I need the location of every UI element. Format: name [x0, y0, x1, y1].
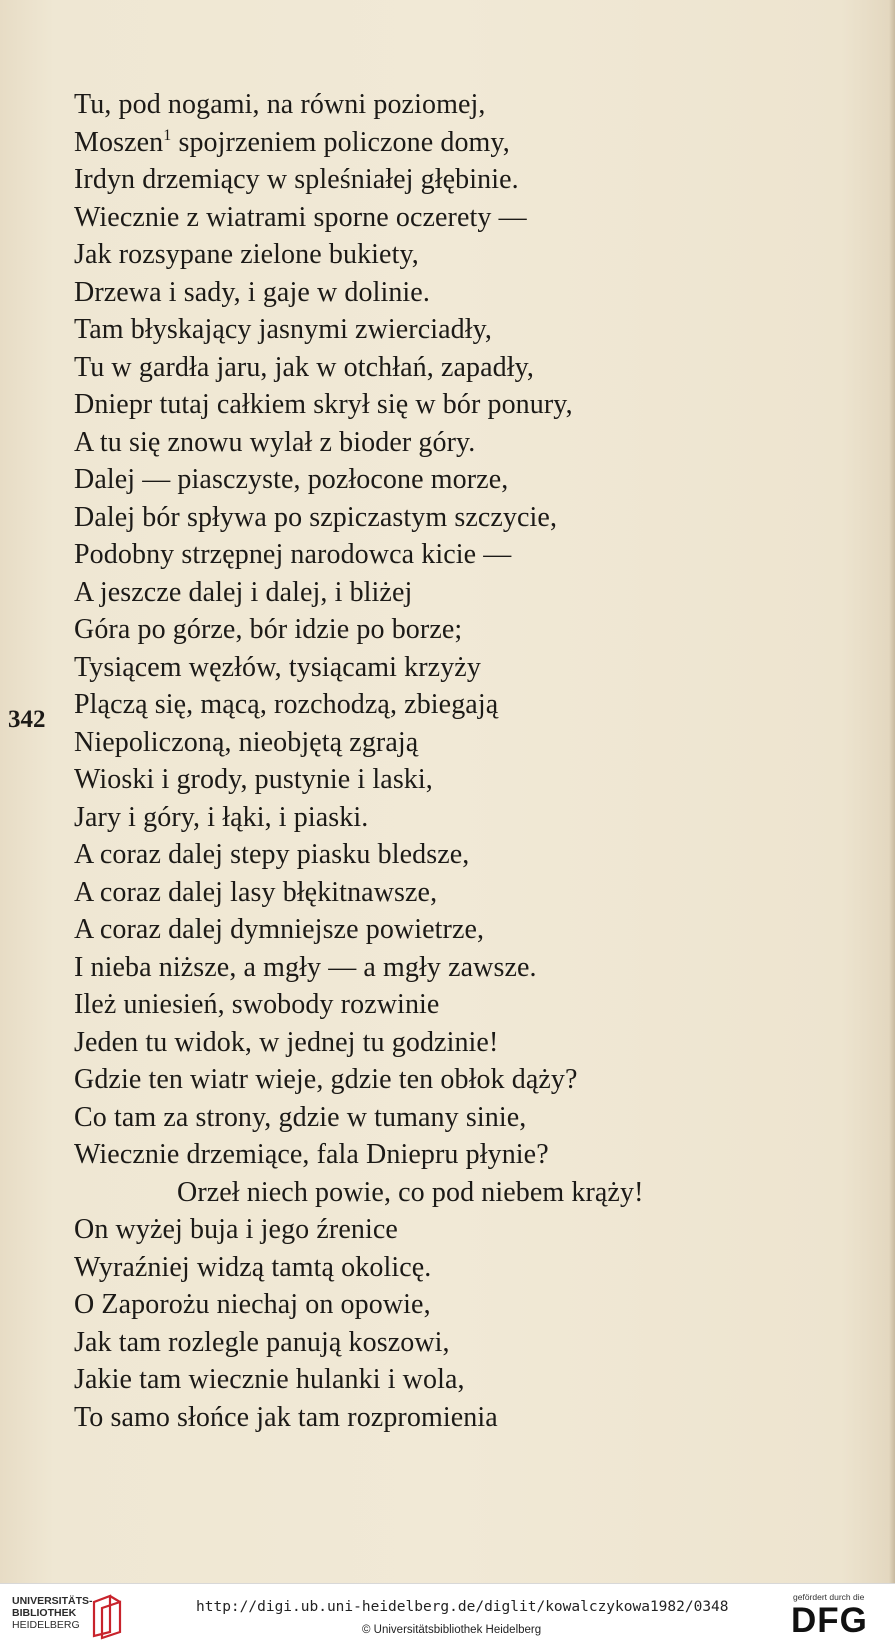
verse-line-with-footnote: [74, 124, 774, 162]
verse-line: O Zaporożu niechaj on opowie,: [74, 1289, 431, 1320]
verse-line: Dalej bór spływa po szpiczastym szczycie,: [74, 501, 558, 533]
verse-line: Jak rozsypane zielone bukiety,: [74, 239, 419, 270]
verse-line: Wiecznie drzemiące, fala Dniepru płynie?: [74, 1139, 549, 1170]
verse-line: A coraz dalej dymniejsze powietrze,: [74, 914, 485, 945]
permalink-url[interactable]: http://digi.ub.uni-heidelberg.de/diglit/kowalczykowa1982/0348: [196, 1599, 729, 1615]
dfg-logo: DFG: [791, 1601, 868, 1640]
verse-line: Jak tam rozlegle panują koszowi,: [74, 1326, 450, 1358]
verse-line: Co tam za strony, gdzie w tumany sinie,: [74, 1101, 527, 1133]
verse-line: Gdzie ten wiatr wieje, gdzie ten obłok dąży?: [74, 1064, 578, 1095]
verse-line: Wiecznie z wiatrami sporne oczerety —: [74, 201, 527, 233]
margin-line-number: 342: [8, 706, 46, 733]
copyright-notice: © Universitätsbibliothek Heidelberg: [362, 1624, 542, 1636]
verse-line: Podobny strzępnej narodowca kicie —: [74, 539, 512, 570]
verse-text: spojrzeniem policzone domy,: [171, 126, 510, 158]
footnote-marker: 1: [163, 126, 172, 144]
verse-line: Tu w gardła jaru, jak w otchłań, zapadły,: [74, 351, 535, 383]
verse-text: Moszen: [74, 126, 164, 158]
library-logo-icon: [90, 1592, 124, 1640]
verse-line: Niepoliczoną, nieobjętą zgrają: [74, 726, 419, 758]
verse-line: A coraz dalej lasy błękitnawsze,: [74, 876, 438, 908]
verse-line: Dniepr tutaj całkiem skrył się w bór ponury,: [74, 389, 573, 420]
poem-text: [74, 86, 774, 1436]
library-footer: [0, 1583, 895, 1649]
verse-line: Jakie tam wiecznie hulanki i wola,: [74, 1364, 465, 1395]
verse-line: I nieba niższe, a mgły — a mgły zawsze.: [74, 951, 537, 983]
verse-line: A tu się znowu wylał z bioder góry.: [74, 426, 476, 458]
library-name-line: HEIDELBERG: [12, 1619, 80, 1631]
verse-line: Ileż uniesień, swobody rozwinie: [74, 989, 440, 1020]
verse-line-indented: Orzeł niech powie, co pod niebem krąży!: [177, 1176, 644, 1208]
verse-line: Plączą się, mącą, rozchodzą, zbiegają: [74, 689, 499, 720]
library-name-line: UNIVERSITÄTS-: [12, 1595, 93, 1607]
verse-line: Tam błyskający jasnymi zwierciadły,: [74, 314, 493, 345]
verse-line: Tysiącem węzłów, tysiącami krzyży: [74, 651, 481, 683]
verse-line: Wyraźniej widzą tamtą okolicę.: [74, 1251, 432, 1283]
verse-line: Jeden tu widok, w jednej tu godzinie!: [74, 1026, 499, 1058]
verse-line: Tu, pod nogami, na równi poziomej,: [74, 89, 486, 120]
verse-line: On wyżej buja i jego źrenice: [74, 1214, 398, 1245]
verse-line: Wioski i grody, pustynie i laski,: [74, 764, 433, 795]
verse-line: Jary i góry, i łąki, i piaski.: [74, 801, 369, 833]
verse-line: To samo słońce jak tam rozpromienia: [74, 1401, 498, 1433]
verse-line: Drzewa i sady, i gaje w dolinie.: [74, 276, 430, 308]
verse-line: A jeszcze dalej i dalej, i bliżej: [74, 576, 413, 608]
verse-line: A coraz dalej stepy piasku bledsze,: [74, 839, 470, 870]
funding-caption: gefördert durch die: [793, 1592, 865, 1602]
page-edge-shadow: [889, 0, 895, 1583]
library-name-line: BIBLIOTHEK: [12, 1607, 77, 1619]
verse-line: Dalej — piasczyste, pozłocone morze,: [74, 464, 509, 495]
verse-line: Irdyn drzemiący w spleśniałej głębinie.: [74, 164, 519, 195]
library-logo-text: [12, 1595, 93, 1631]
verse-line: Góra po górze, bór idzie po borze;: [74, 614, 463, 645]
